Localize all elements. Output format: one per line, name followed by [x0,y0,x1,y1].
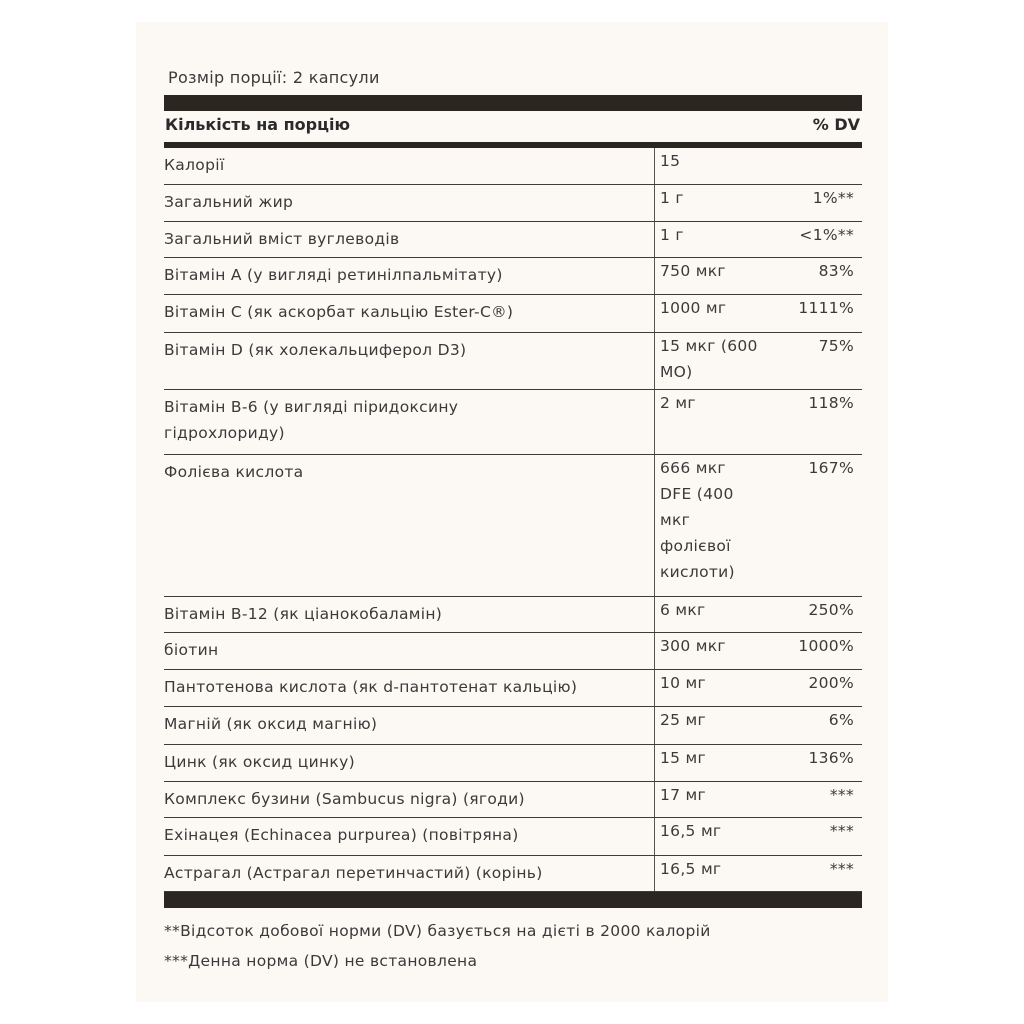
table-row [164,295,862,333]
table-row [164,258,862,295]
nutrient-amount: 750 мкг [660,262,726,280]
nutrient-amount: 15 мг [660,749,706,767]
table-row [164,745,862,782]
table-row [164,633,862,670]
nutrient-name: Калорії [164,156,225,174]
nutrient-name: Комплекс бузини (Sambucus nigra) (ягоди) [164,790,525,808]
daily-value: 136% [808,749,854,767]
nutrient-amount: 2 мг [660,394,696,412]
nutrient-amount: 1 г [660,189,684,207]
daily-value: 1%** [812,189,854,207]
nutrient-amount: 25 мг [660,711,706,729]
table-row [164,818,862,856]
bottom-divider [164,892,862,908]
nutrient-amount: 6 мкг [660,601,706,619]
table-row [164,222,862,258]
footnote-dv-not-established: ***Денна норма (DV) не встановлена [164,952,478,970]
nutrient-amount: 16,5 мг [660,860,722,878]
table-row [164,782,862,818]
table-row [164,856,862,892]
nutrient-amount: 16,5 мг [660,822,722,840]
nutrient-name: Вітамін B-6 (у вигляді піридоксину гідрохлориду) [164,398,459,442]
daily-value: 167% [808,459,854,477]
nutrient-name: Загальний вміст вуглеводів [164,230,400,248]
nutrient-amount: 1000 мг [660,299,727,317]
daily-value: 1000% [798,637,854,655]
daily-value: 200% [808,674,854,692]
daily-value: 6% [828,711,854,729]
nutrient-amount: 10 мг [660,674,706,692]
nutrient-name: Загальний жир [164,193,294,211]
daily-value: *** [829,786,854,804]
nutrient-name: Цинк (як оксид цинку) [164,753,355,771]
table-row [164,333,862,390]
table-row [164,670,862,707]
top-divider [164,95,862,111]
daily-value: 83% [818,262,854,280]
nutrient-name: Вітамін А (у вигляді ретинілпальмітату) [164,266,503,284]
table-header [164,113,862,143]
nutrient-name: Ехінацея (Echinacea purpurea) (повітряна) [164,826,519,844]
nutrient-amount: 15 мкг (600 МО) [660,337,758,381]
daily-value: <1%** [799,226,854,244]
nutrient-name: Вітамін D (як холекальциферол D3) [164,341,467,359]
serving-size: Розмір порції: 2 капсули [168,68,380,87]
nutrient-name: Вітамін С (як аскорбат кальцію Ester-C®) [164,303,514,321]
daily-value: *** [829,822,854,840]
daily-value: 250% [808,601,854,619]
nutrient-amount: 15 [660,152,681,170]
nutrient-name: Фолієва кислота [164,463,304,481]
daily-value: 75% [818,337,854,355]
table-row [164,597,862,633]
table-row [164,390,862,455]
nutrient-amount: 300 мкг [660,637,726,655]
footnote-dv-basis: **Відсоток добової норми (DV) базується на дієті в 2000 калорій [164,922,711,940]
nutrient-amount: 17 мг [660,786,706,804]
daily-value: 118% [808,394,854,412]
dv-label: % DV [812,115,860,134]
table-row [164,185,862,222]
nutrient-name: біотин [164,641,219,659]
daily-value: *** [829,860,854,878]
nutrient-amount: 1 г [660,226,684,244]
nutrient-name: Астрагал (Астрагал перетинчастий) (корінь) [164,864,543,882]
table-row [164,707,862,745]
nutrient-name: Магній (як оксид магнію) [164,715,378,733]
table-row [164,455,862,597]
nutrient-name: Вітамін B-12 (як ціанокобаламін) [164,605,443,623]
table-row [164,148,862,185]
amount-per-serving-label: Кількість на порцію [165,115,351,134]
nutrient-name: Пантотенова кислота (як d-пантотенат кальцію) [164,678,578,696]
nutrient-amount: 666 мкг DFE (400 мкг фолієвої кислоти) [660,459,735,581]
daily-value: 1111% [798,299,854,317]
